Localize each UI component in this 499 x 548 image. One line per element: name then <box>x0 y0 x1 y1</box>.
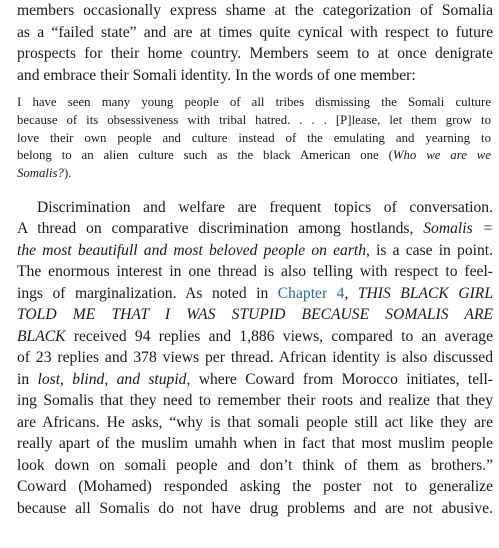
thread-title-italic: the most beautifull and most beloved people on earth <box>17 241 367 259</box>
text-line: really apart of the muslim umahh when in fact that most muslim people <box>17 435 493 453</box>
quote-text: belong to an alien culture such as the black American one ( <box>17 148 393 163</box>
paragraph-discrimination <box>17 197 493 520</box>
text-line: The enormous interest in one thread is also telling with respect to feel- <box>17 263 493 281</box>
quote-title-italic: Somalis? <box>17 166 64 181</box>
text-line: as a “failed state” and are at times quite cynical with respect to future <box>17 23 493 41</box>
text-line <box>17 240 493 262</box>
text-line <box>17 218 493 240</box>
text-run: , is a case in point. <box>366 241 493 259</box>
text-line: Discrimination and welfare are frequent topics of conversation. <box>37 198 493 216</box>
text-run: ings of marginalization. As noted in <box>17 284 278 302</box>
text-line: and embrace their Somali identity. In the words of one member: <box>17 66 416 84</box>
thread-title-italic: lost, blind, and stupid <box>37 370 187 388</box>
text-run: in <box>17 370 38 388</box>
quote-line: I have seen many young people of all tribes dismissing the Somali culture <box>17 95 491 109</box>
quote-line <box>17 147 491 165</box>
text-line: Coward (Mohamed) responded asking the poster not to generalize <box>17 478 493 496</box>
block-quote <box>17 94 491 183</box>
text-run: A thread on comparative discrimination among hostlands, <box>17 220 424 238</box>
document-page <box>17 0 493 519</box>
text-line <box>17 304 493 326</box>
thread-title-italic: BLACK <box>17 327 66 345</box>
text-line <box>17 283 493 305</box>
text-line <box>17 369 493 391</box>
text-line: of 23 replies and 378 views per thread. African identity is also discussed <box>17 349 493 367</box>
quote-title-italic: Who we are we <box>392 148 491 163</box>
quote-line: because of its obsessiveness with tribal hatred. . . . [P]lease, let them grow to <box>17 112 491 127</box>
chapter-4-link[interactable]: Chapter 4 <box>277 284 345 302</box>
thread-title-italic: TOLD ME THAT I WAS STUPID BECAUSE SOMALIS ARE <box>17 306 493 324</box>
text-run: , where Coward from Morocco initiates, tell- <box>186 370 493 388</box>
text-line: are Africans. He asks, “why is that somali people still act like they are <box>17 413 493 431</box>
text-line <box>17 326 493 348</box>
text-line: because all Somalis do not have drug problems and are not abusive. <box>17 499 493 517</box>
text-run: received 94 replies and 1,886 views, compared to an average <box>65 327 493 345</box>
text-line: ing Somalis that they need to remember their roots and realize that they <box>17 392 493 410</box>
text-run: , <box>344 284 358 302</box>
quote-line: love their own people and culture instead of the emulating and yearning to <box>17 130 491 145</box>
paragraph-intro <box>17 0 493 86</box>
text-line: prospects for their home country. Members seem to at once denigrate <box>17 45 493 62</box>
text-line: members occasionally express shame at the categorization of Somalia <box>17 2 493 19</box>
quote-text: ). <box>63 166 72 181</box>
quote-line <box>17 165 491 183</box>
thread-title-italic: Somalis = <box>423 220 493 238</box>
thread-title-italic: THIS BLACK GIRL <box>357 284 494 302</box>
text-line: look down on somali people and don’t think of them as brothers.” <box>17 456 493 474</box>
